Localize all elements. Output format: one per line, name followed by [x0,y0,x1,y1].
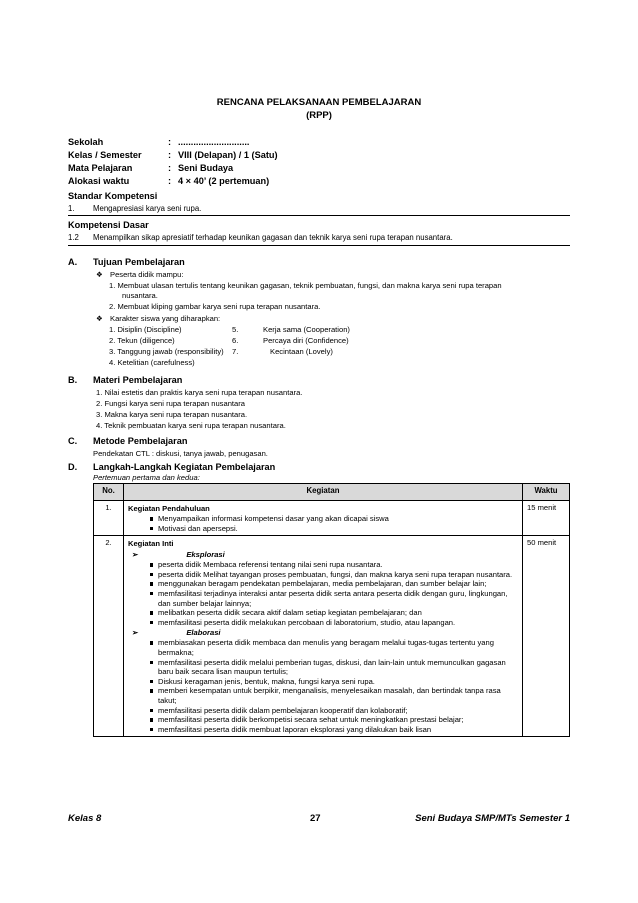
row-no: 2. [94,536,124,737]
a-bullet-1: Peserta didik mampu: [110,270,184,279]
character-item: 1. Disiplin (Discipline) [109,325,182,334]
divider [68,215,570,216]
a-item: 1. Membuat ulasan tertulis tentang keunikan gagasan, teknik pembuatan, fungsi, dan makna karya seni rupa terapan [109,281,502,290]
character-item: Kecintaan (Lovely) [270,347,333,356]
a-item-cont: nusantara. [122,291,158,300]
row-time: 50 menit [523,536,570,737]
section-d-heading: Langkah-Langkah Kegiatan Pembelajaran [93,462,276,472]
doc-subtitle: (RPP) [306,110,332,121]
character-item: 4. Ketelitian (carefulness) [109,358,195,367]
table-row [94,501,570,536]
divider [68,245,570,246]
list-item: memfasilitasi peserta didik melakukan percobaan di laboratorium, studio, atau lapangan. [128,618,518,628]
diamond-icon: ❖ [96,314,103,323]
character-item: 2. Tekun (diligence) [109,336,175,345]
list-item: Menyampaikan informasi kompetensi dasar yang akan dicapai siswa [128,514,518,524]
section-b-heading: Materi Pembelajaran [93,375,183,385]
kd-text: Menampilkan sikap apresiatif terhadap keunikan gagasan dan teknik karya seni rupa terapan nusantara. [93,233,453,242]
table-row [94,536,570,737]
list-item: peserta didik Melihat tayangan proses pembuatan, fungsi, dan makna karya seni rupa terapan nusantara. [128,570,518,580]
col-kegiatan: Kegiatan [123,484,522,501]
row-content [123,501,522,536]
character-num: 5. [232,325,239,334]
sk-heading: Standar Kompetensi [68,191,158,201]
footer-left: Kelas 8 [68,813,102,824]
id-row: Mata Pelajaran : Seni Budaya [68,163,234,173]
character-item: Kerja sama (Cooperation) [263,325,350,334]
list-item: memfasilitasi peserta didik berkompetisi secara sehat untuk meningkatkan prestasi belajar; [128,715,518,725]
character-item: 3. Tanggung jawab (responsibility) [109,347,224,356]
list-item: memfasilitasi peserta didik membuat laporan eksplorasi yang dilakukan baik lisan [128,725,518,735]
section-c-letter: C. [68,436,78,446]
row-content [123,536,522,737]
section-a-letter: A. [68,257,78,267]
b-item: 2. Fungsi karya seni rupa terapan nusantara [96,399,246,408]
list-item: memfasilitasi peserta didik dalam pembelajaran kooperatif dan kolaboratif; [128,706,518,716]
footer-right: Seni Budaya SMP/MTs Semester 1 [415,813,570,824]
doc-title: RENCANA PELAKSANAAN PEMBELAJARAN [216,97,422,108]
b-item: 4. Teknik pembuatan karya seni rupa terapan nusantara. [96,421,286,430]
diamond-icon: ❖ [96,270,103,279]
subsection-elaborasi: ➢ Elaborasi [131,628,221,638]
row-title: Kegiatan Pendahuluan [127,504,210,513]
id-row: Sekolah : ............................ [68,137,250,147]
activity-table [93,483,570,737]
b-item: 1. Nilai estetis dan praktis karya seni rupa terapan nusantara. [96,388,303,397]
b-item: 3. Makna karya seni rupa terapan nusantara. [96,410,248,419]
section-a-heading: Tujuan Pembelajaran [93,257,185,267]
id-row: Kelas / Semester : VIII (Delapan) / 1 (Satu) [68,150,278,160]
a-item: 2. Membuat kliping gambar karya seni rupa terapan nusantara. [109,302,321,311]
subsection-eksplorasi: ➢ Eksplorasi [131,550,225,560]
list-item: memberi kesempatan untuk berpikir, menganalisis, menyelesaikan masalah, dan bertindak tanpa rasa takut; [128,686,518,705]
list-item: menggunakan beragam pendekatan pembelajaran, media pembelajaran, dan sumber belajar lain; [128,579,518,589]
list-item: memfasilitasi peserta didik melalui pemberian tugas, diskusi, dan lain-lain untuk memunculkan gagasan baru baik secara lisan maupun tertulis; [128,658,518,677]
table-header-row [94,484,570,501]
section-d-letter: D. [68,462,78,472]
id-row: Alokasi waktu : 4 × 40’ (2 pertemuan) [68,176,270,186]
kd-num: 1.2 [68,233,79,242]
c-text: Pendekatan CTL : diskusi, tanya jawab, penugasan. [93,449,268,458]
arrow-icon: ➢ [131,628,139,638]
list-item: Diskusi keragaman jenis, bentuk, makna, fungsi karya seni rupa. [128,677,518,687]
sk-num: 1. [68,204,75,213]
page-number: 27 [310,813,321,824]
section-c-heading: Metode Pembelajaran [93,436,188,446]
list-item: Motivasi dan apersepsi. [128,524,518,534]
section-b-letter: B. [68,375,78,385]
a-bullet-2: Karakter siswa yang diharapkan: [110,314,221,323]
list-item: membiasakan peserta didik membaca dan menulis yang beragam melalui tugas-tugas tertentu yang bermakna; [128,638,518,657]
list-item: peserta didik Membaca referensi tentang nilai seni rupa nusantara. [128,560,518,570]
character-num: 7. [232,347,239,356]
list-item: memfasilitasi terjadinya interaksi antar peserta didik serta antara peserta didik dengan guru, lingkungan, dan sumber belajar lainnya; [128,589,518,608]
arrow-icon: ➢ [131,550,139,560]
character-item: Percaya diri (Confidence) [263,336,349,345]
col-waktu: Waktu [523,484,570,501]
d-sub: Pertemuan pertama dan kedua: [93,473,200,482]
kd-heading: Kompetensi Dasar [68,220,149,230]
col-no: No. [94,484,124,501]
row-time: 15 menit [523,501,570,536]
row-title: Kegiatan Inti [127,539,174,549]
row-no: 1. [94,501,124,536]
sk-text: Mengapresiasi karya seni rupa. [93,204,202,213]
character-num: 6. [232,336,239,345]
list-item: melibatkan peserta didik secara aktif dalam setiap kegiatan pembelajaran; dan [128,608,518,618]
